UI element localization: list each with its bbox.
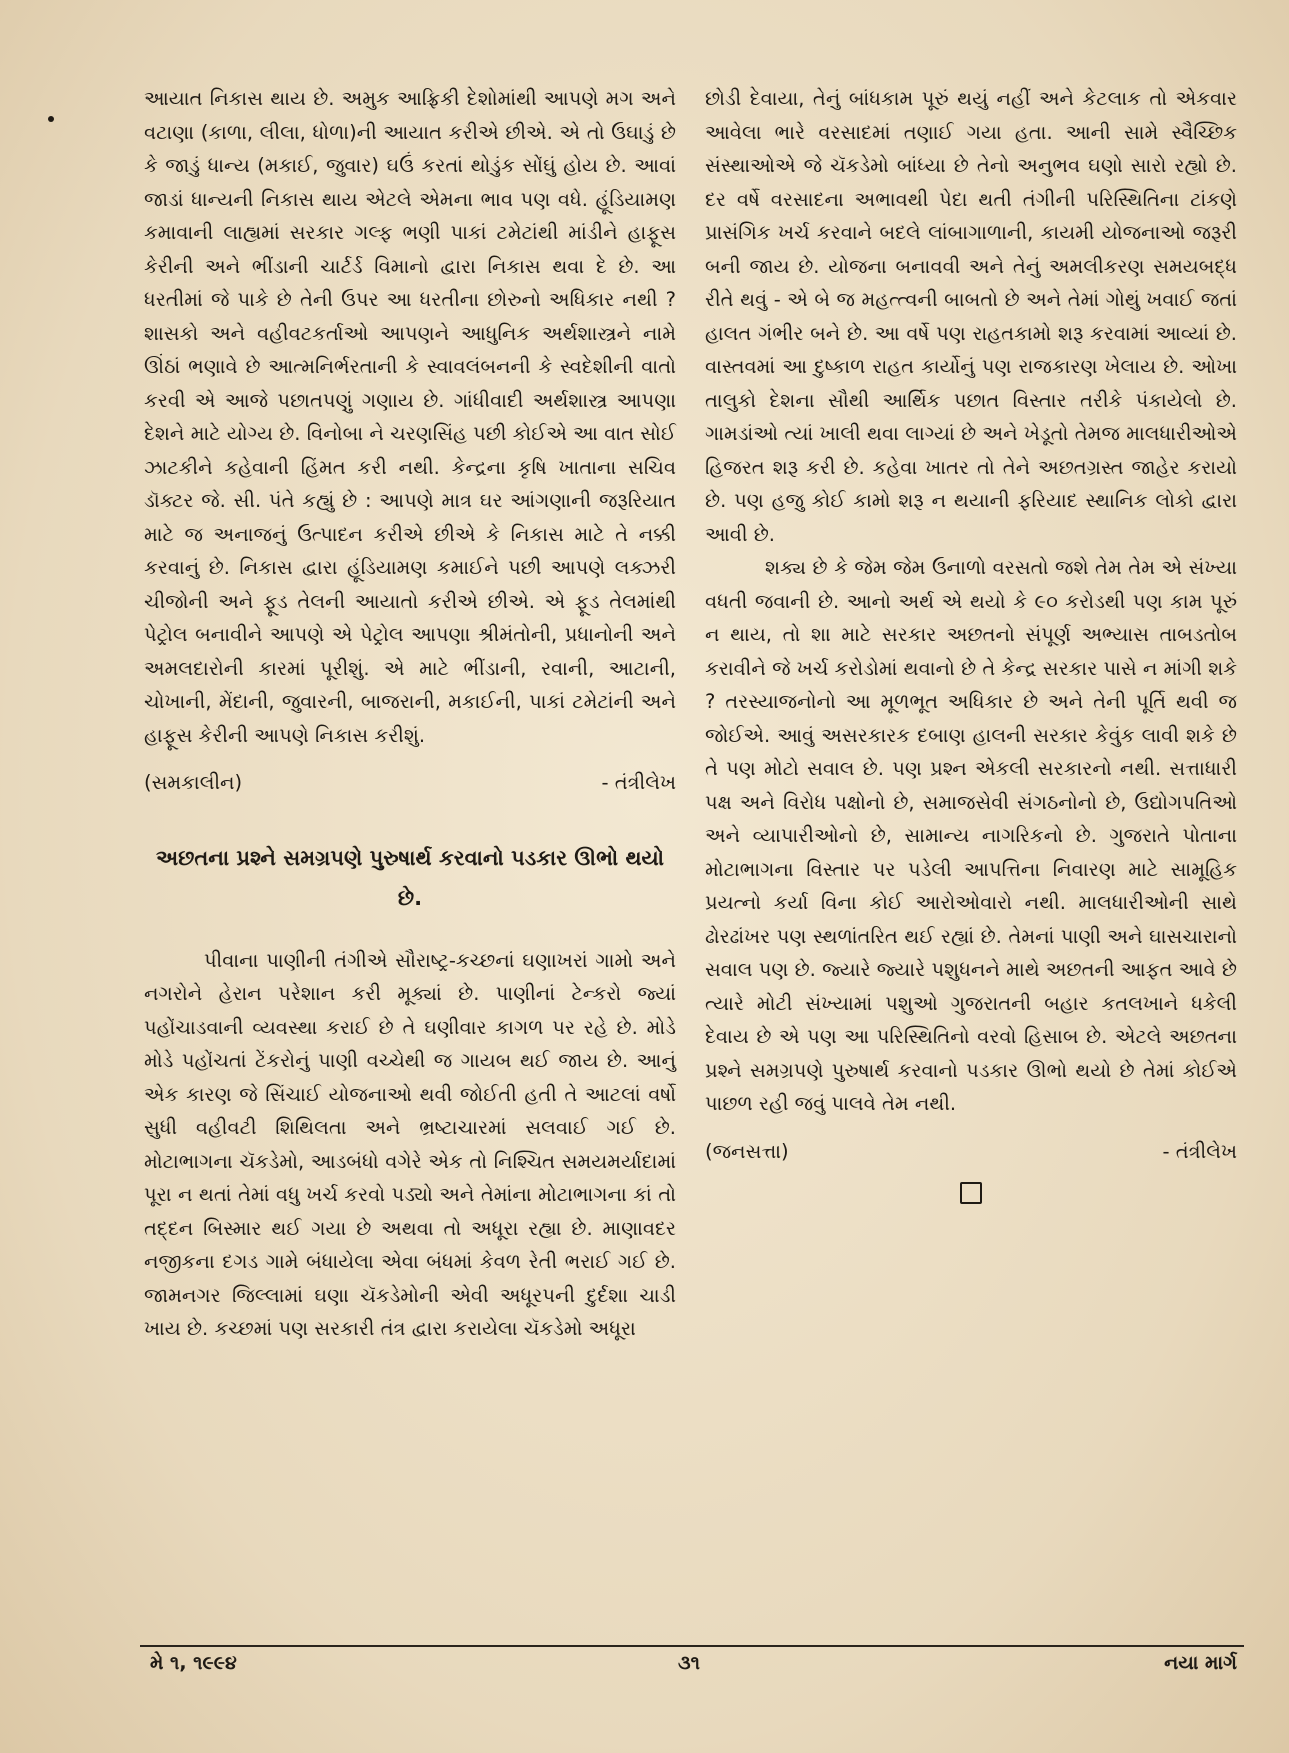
page-number: ૩૧ — [678, 1652, 700, 1674]
source-label: (સમકાલીન) — [144, 771, 243, 794]
right-column — [705, 82, 1237, 1204]
magazine-name: નયા માર્ગ — [1164, 1652, 1237, 1674]
footer-date: મે ૧, ૧૯૯૪ — [150, 1652, 237, 1674]
article-1-body: આયાત નિકાસ થાય છે. અમુક આફ્રિકી દેશોમાંથી આપણે મગ અને વટાણા (કાળા, લીલા, ધોળા)ની આયાત કરીએ છીએ. એ તો ઉઘાડું છે કે જાડું ધાન્ય (મકાઈ, જુવાર) ઘઉં કરતાં થોડુંક સોંઘું હોય છે. આવાં જાડાં ધાન્યની નિકાસ થાય એટલે એમના ભાવ પણ વધે. હૂંડિયામણ કમાવાની લાહ્યમાં સરકાર ગલ્ફ ભણી પાકાં ટમેટાંથી માંડીને હાફૂસ કેરીની અને ભીંડાની ચાર્ટર્ડ વિમાનો દ્વારા નિકાસ થવા દે છે. આ ધરતીમાં જે પાકે છે તેની ઉપર આ ધરતીના છોરુનો અધિકાર નથી ? શાસકો અને વહીવટકર્તાઓ આપણને આધુનિક અર્થશાસ્ત્રને નામે ઊંઠાં ભણાવે છે આત્મનિર્ભરતાની કે સ્વાવલંબનની કે સ્વદેશીની વાતો કરવી એ આજે પછાતપણું ગણાય છે. ગાંધીવાદી અર્થશાસ્ત્ર આપણા દેશને માટે યોગ્ય છે. વિનોબા ને ચરણસિંહ પછી કોઈએ આ વાત સોઈ ઝાટકીને કહેવાની હિંમત કરી નથી. કેન્દ્રના કૃષિ ખાતાના સચિવ ડૉક્ટર જે. સી. પંતે કહ્યું છે : આપણે માત્ર ઘર આંગણાની જરૂરિયાત માટે જ અનાજનું ઉત્પાદન કરીએ છીએ કે નિકાસ માટે તે નક્કી કરવાનું છે. નિકાસ દ્વારા હૂંડિયામણ કમાઈને પછી આપણે લક્ઝરી ચીજોની અને ફૂડ તેલની આયાતો કરીએ છીએ. એ ફૂડ તેલમાંથી પેટ્રોલ બનાવીને આપણે એ પેટ્રોલ આપણા શ્રીમંતોની, પ્રધાનોની અને અમલદારોની કારમાં પૂરીશું. એ માટે ભીંડાની, રવાની, આટાની, ચોખાની, મેંદાની, જુવારની, બાજરાની, મકાઈની, પાકાં ટમેટાંની અને હાફૂસ કેરીની આપણે નિકાસ કરીશું. — [144, 87, 676, 747]
byline: - તંત્રીલેખ — [601, 771, 676, 794]
article-2-body-continued: છોડી દેવાયા, તેનું બાંધકામ પૂરું થયું નહીં અને કેટલાક તો એકવાર આવેલા ભારે વરસાદમાં તણાઈ ગયા હતા. આની સામે સ્વૈચ્છિક સંસ્થાઓએ જે ચૅકડેમો બાંધ્યા છે તેનો અનુભવ ઘણો સારો રહ્યો છે. દર વર્ષે વરસાદના અભાવથી પેદા થતી તંગીની પરિસ્થિતિના ટાંકણે પ્રાસંગિક ખર્ચ કરવાને બદલે લાંબાગાળાની, કાયમી યોજનાઓ જરૂરી બની જાય છે. યોજના બનાવવી અને તેનું અમલીકરણ સમયબદ્ધ રીતે થવું - એ બે જ મહત્ત્વની બાબતો છે અને તેમાં ગોથું ખવાઈ જતાં હાલત ગંભીર બને છે. આ વર્ષે પણ રાહતકામો શરૂ કરવામાં આવ્યાં છે. વાસ્તવમાં આ દુષ્કાળ રાહત કાર્યોનું પણ રાજકારણ ખેલાય છે. ઓખા તાલુકો દેશના સૌથી આર્થિક પછાત વિસ્તાર તરીકે પંકાયેલો છે. ગામડાંઓ ત્યાં ખાલી થવા લાગ્યાં છે અને ખેડૂતો તેમજ માલધારીઓએ હિજરત શરૂ કરી છે. કહેવા ખાતર તો તેને અછતગ્રસ્ત જાહેર કરાયો છે. પણ હજુ કોઈ કામો શરૂ ન થયાની ફરિયાદ સ્થાનિક લોકો દ્વારા આવી છે. — [705, 87, 1237, 546]
article-2-body-paragraph: શક્ય છે કે જેમ જેમ ઉનાળો વરસતો જશે તેમ તેમ એ સંખ્યા વધતી જવાની છે. આનો અર્થ એ થયો કે ૯૦ કરોડથી પણ કામ પૂરું ન થાય, તો શા માટે સરકાર અછતનો સંપૂર્ણ અભ્યાસ તાબડતોબ કરાવીને જે ખર્ચ કરોડોમાં થવાનો છે તે કેન્દ્ર સરકાર પાસે ન માંગી શકે ? તરસ્યાજનોનો આ મૂળભૂત અધિકાર છે અને તેની પૂર્તિ થવી જ જોઈએ. આવું અસરકારક દબાણ હાલની સરકાર કેવુંક લાવી શકે છે તે પણ મોટો સવાલ છે. પણ પ્રશ્ન એકલી સરકારનો નથી. સત્તાધારી પક્ષ અને વિરોધ પક્ષોનો છે, સમાજસેવી સંગઠનોનો છે, ઉદ્યોગપતિઓ અને વ્યાપારીઓનો છે, સામાન્ય નાગરિકનો છે. ગુજરાતે પોતાના મોટાભાગના વિસ્તાર પર પડેલી આપત્તિના નિવારણ માટે સામૂહિક પ્રયત્નો કર્યા વિના કોઈ આરોઓવારો નથી. માલધારીઓની સાથે ઢોરઢાંખર પણ સ્થળાંતરિત થઈ રહ્યાં છે. તેમનાં પાણી અને ઘાસચારાનો સવાલ પણ છે. જ્યારે જ્યારે પશુધનને માથે અછતની આફત આવે છે ત્યારે મોટી સંખ્યામાં પશુઓ ગુજરાતની બહાર કતલખાને ધકેલી દેવાય છે એ પણ આ પરિસ્થિતિનો વરવો હિસાબ છે. એટલે અછતના પ્રશ્ને સમગ્રપણે પુરુષાર્થ કરવાનો પડકાર ઊભો થયો છે તેમાં કોઈએ પાછળ રહી જવું પાલવે તેમ નથી. — [705, 556, 1237, 1115]
footer-rule — [140, 1645, 1244, 1647]
end-mark-icon — [960, 1182, 982, 1204]
article-2-body-start: પીવાના પાણીની તંગીએ સૌરાષ્ટ્ર-કચ્છનાં ઘણાખરાં ગામો અને નગરોને હેરાન પરેશાન કરી મૂક્યાં છે. પાણીનાં ટેન્કરો જ્યાં પહોંચાડવાની વ્યવસ્થા કરાઈ છે તે ઘણીવાર કાગળ પર રહે છે. મોડે મોડે પહોંચતાં ટેંકરોનું પાણી વચ્ચેથી જ ગાયબ થઈ જાય છે. આનું એક કારણ જે સિંચાઈ યોજનાઓ થવી જોઈતી હતી તે આટલાં વર્ષો સુધી વહીવટી શિથિલતા અને ભ્રષ્ટાચારમાં સલવાઈ ગઈ છે. મોટાભાગના ચૅકડેમો, આડબંધો વગેરે એક તો નિશ્ચિત સમયમર્યાદામાં પૂરા ન થતાં તેમાં વધુ ખર્ચ કરવો પડ્યો અને તેમાંના મોટાભાગના કાં તો તદ્દન બિસ્માર થઈ ગયા છે અથવા તો અધૂરા રહ્યા છે. માણાવદર નજીકના દગડ ગામે બંધાયેલા એવા બંધમાં કેવળ રેતી ભરાઈ ગઈ છે. જામનગર જિલ્લામાં ઘણા ચૅકડેમોની એવી અધૂરપની દુર્દશા ચાડી ખાય છે. કચ્છમાં પણ સરકારી તંત્ર દ્વારા કરાયેલા ચૅકડેમો અધૂરા — [144, 948, 676, 1340]
left-column — [144, 82, 676, 1346]
source-label: (જનસત્તા) — [705, 1139, 789, 1163]
byline: - તંત્રીલેખ — [1162, 1139, 1237, 1163]
article-2-source-row — [705, 1135, 1237, 1169]
ink-speck — [48, 116, 54, 122]
article-1-source-row — [144, 766, 676, 800]
article-2-heading: અછતના પ્રશ્ને સમગ્રપણે પુરુષાર્થ કરવાનો પડકાર ઊભો થયો છે. — [155, 845, 664, 910]
